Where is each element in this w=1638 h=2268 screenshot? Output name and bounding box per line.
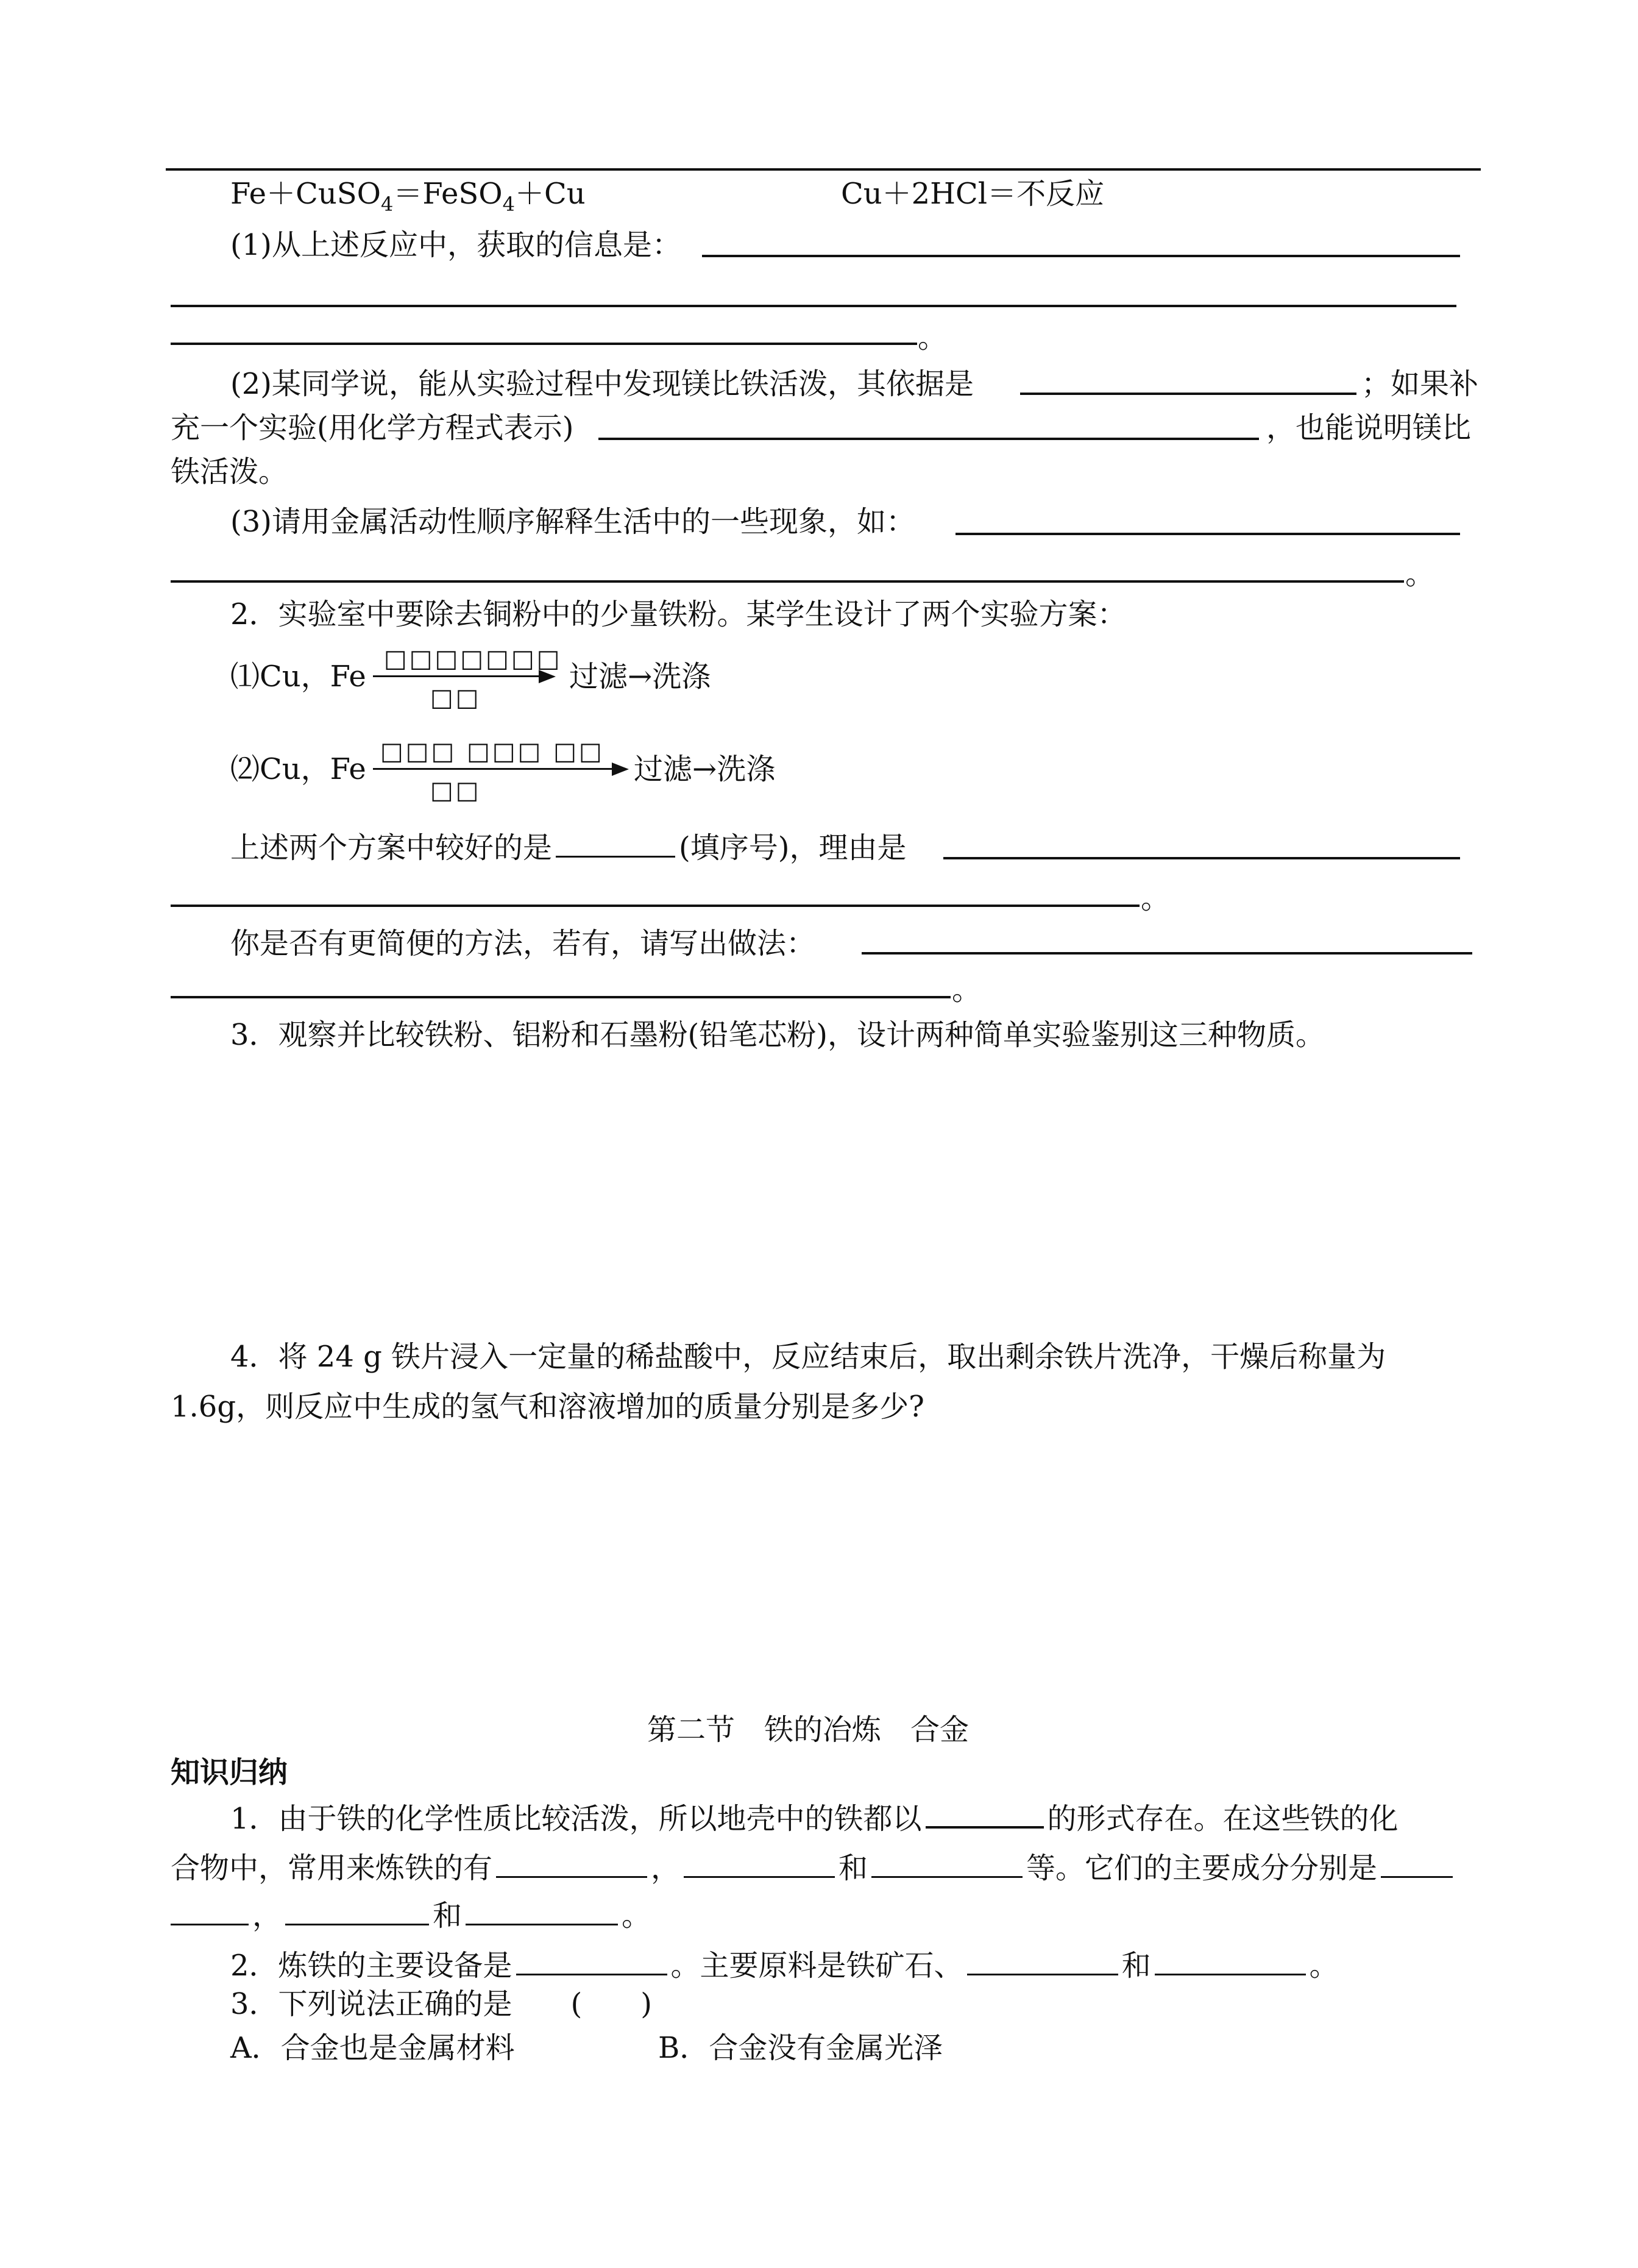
arrow-head-icon xyxy=(612,763,629,776)
answer-blank xyxy=(1020,393,1356,395)
q2-stem: 2．实验室中要除去铜粉中的少量铁粉。某学生设计了两个实验方案： xyxy=(230,597,1127,631)
answer-blank xyxy=(171,305,1456,307)
k3-option-a: A．合金也是金属材料 xyxy=(230,2031,515,2065)
equation-cu-hcl: Cu＋2HCl＝不反应 xyxy=(841,177,1105,211)
answer-blank xyxy=(956,533,1460,535)
q1-part2-line3: 铁活泼。 xyxy=(171,455,288,489)
q2-plan1-reagent: □□□□□□□ xyxy=(384,645,562,673)
answer-blank xyxy=(171,996,951,998)
section-heading: 知识归纳 xyxy=(171,1755,288,1790)
top-rule xyxy=(166,168,1481,171)
q2-plan1-label: ⑴Cu，Fe xyxy=(230,659,366,694)
q1-part1: (1)从上述反应中，获取的信息是： xyxy=(230,228,681,262)
q2-simple: 你是否有更简便的方法，若有，请写出做法： xyxy=(230,926,816,961)
q4-line1: 4．将 24 g 铁片浸入一定量的稀盐酸中，反应结束后，取出剩余铁片洗净，干燥后称量为 xyxy=(230,1340,1386,1374)
q1-part2-line2: 充一个实验(用化学方程式表示) xyxy=(171,411,574,445)
q3-stem: 3．观察并比较铁粉、铝粉和石墨粉(铅笔芯粉)，设计两种简单实验鉴别这三种物质。 xyxy=(230,1018,1325,1052)
period: 。 xyxy=(952,973,982,1007)
arrow-head-icon xyxy=(539,670,556,683)
k3-stem: 3．下列说法正确的是 ( ) xyxy=(230,1987,652,2021)
q2-better: 上述两个方案中较好的是 (填序号)，理由是 xyxy=(230,828,906,866)
reaction-arrow xyxy=(373,768,615,770)
k1-line1: 1．由于铁的化学性质比较活泼，所以地壳中的铁都以 的形式存在。在这些铁的化 xyxy=(230,1798,1399,1837)
reaction-arrow xyxy=(373,675,542,677)
answer-blank xyxy=(862,952,1472,954)
section-title: 第二节 铁的冶炼 合金 xyxy=(647,1713,970,1747)
q1-part2-line1-end: ；如果补 xyxy=(1361,367,1479,401)
period: 。 xyxy=(1141,881,1171,915)
q2-plan2-label: ⑵Cu，Fe xyxy=(230,752,366,786)
q2-plan1-after: 过滤→洗涤 xyxy=(569,659,711,694)
period: 。 xyxy=(918,321,948,355)
k1-line2: 合物中，常用来炼铁的有 ， 和 等。它们的主要成分分别是 xyxy=(171,1848,1453,1886)
equation-fe-cuso4: Fe＋CuSO$_4$＝FeSO$_4$＋Cu xyxy=(230,177,586,216)
q2-plan2-reagent: □□□ □□□ □□ xyxy=(380,738,604,766)
q1-part2-line1: (2)某同学说，能从实验过程中发现镁比铁活泼，其依据是 xyxy=(230,367,974,401)
q1-part2-line2-end: ，也能说明镁比 xyxy=(1266,411,1472,445)
q1-part3: (3)请用金属活动性顺序解释生活中的一些现象，如： xyxy=(230,505,915,539)
q4-line2: 1.6g，则反应中生成的氢气和溶液增加的质量分别是多少? xyxy=(171,1390,924,1424)
q2-plan1-condition: □□ xyxy=(430,684,481,712)
answer-blank xyxy=(598,438,1259,440)
answer-blank xyxy=(702,255,1460,257)
answer-blank xyxy=(171,580,1404,583)
k3-option-b: B．合金没有金属光泽 xyxy=(658,2031,943,2065)
q2-plan2-after: 过滤→洗涤 xyxy=(634,752,776,786)
k2-line: 2．炼铁的主要设备是 。主要原料是铁矿石、 和 。 xyxy=(230,1946,1339,1984)
answer-blank xyxy=(943,857,1460,859)
answer-blank xyxy=(171,343,917,345)
period: 。 xyxy=(1405,557,1435,591)
q2-plan2-condition: □□ xyxy=(430,777,481,805)
answer-blank xyxy=(171,905,1140,907)
k1-line3: ， 和 。 xyxy=(171,1896,651,1934)
